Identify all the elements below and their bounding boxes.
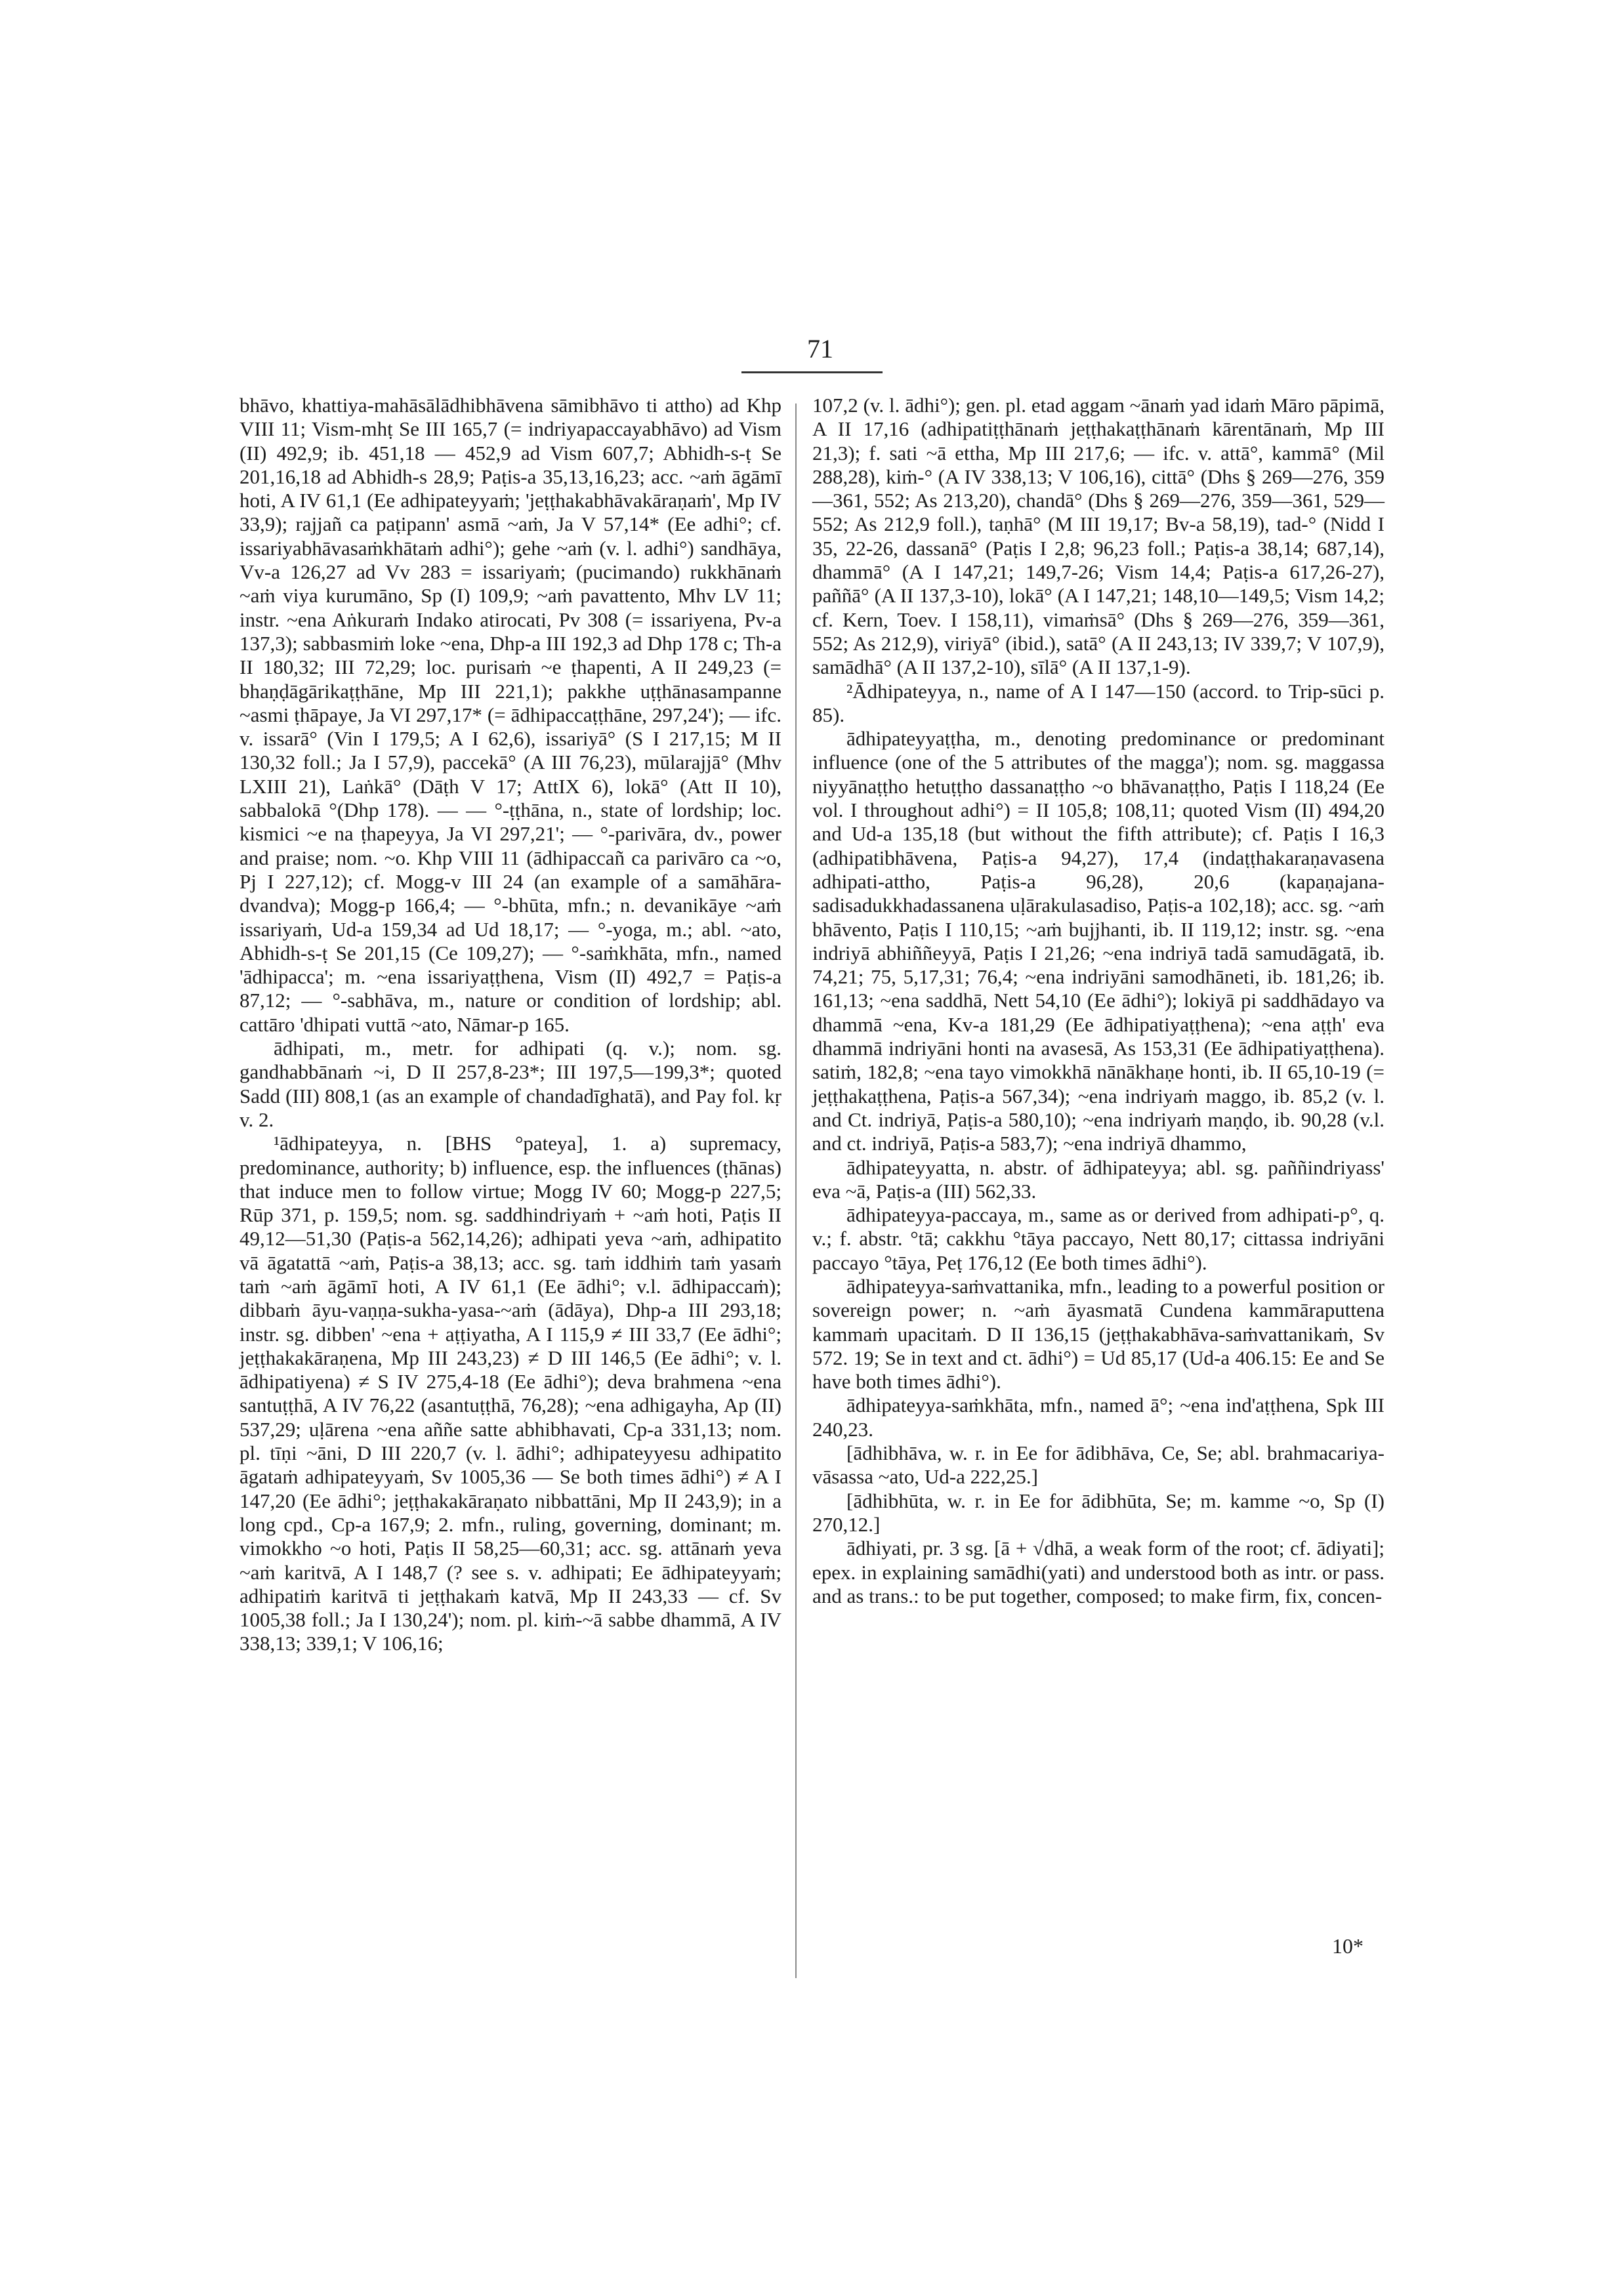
dictionary-entry-continuation: bhāvo, khattiya-mahāsālādhibhāvena sāmibhāvo ti attho) ad Khp VIII 11; Vism-mhṭ Se III 165,7 (= indriyapaccayabhāvo) ad Vism (II) 492,9; ib. 451,18 — 452,9 ad Vism 607,7; Abhidh-s-ṭ Se 201,16,18 ad Abhidh-s 28,9; Paṭis-a 35,13,16,23; acc. ~aṁ āgāmī hoti, A IV 61,1 (Ee adhipateyyaṁ; 'jeṭṭhakabhāvakāraṇaṁ', Mp IV 33,9); rajjañ ca paṭipann' asmā ~aṁ, Ja V 57,14* (Ee adhi°; cf. issariyabhāvasaṁkhātaṁ adhi°); gehe ~aṁ (v. l. adhi°) sandhāya, Vv-a 126,27 ad Vv 283 = issariyaṁ; (pucimando) rukkhānaṁ ~aṁ viya kurumāno, Sp (I) 109,9; ~aṁ pavattento, Mhv LV 11; instr. ~ena Aṅkuraṁ Indako atirocati, Pv 308 (= issariyena, Pv-a 137,3); sabbasmiṁ loke ~ena, Dhp-a III 192,3 ad Dhp 178 c; Th-a II 180,32; III 72,29; loc. purisaṁ ~e ṭhapenti, A II 249,23 (= bhaṇḍāgārikaṭṭhāne, Mp III 221,1); pakkhe uṭṭhānasampanne ~asmi ṭhāpaye, Ja VI 297,17* (= ādhipaccaṭṭhāne, 297,24'); — ifc. v. issarā° (Vin I 179,5; A I 62,6), issariyā° (S I 217,15; M II 130,32 foll.; Ja I 57,9), paccekā° (A III 76,23), mūlarajjā° (Mhv LXIII 21), Laṅkā° (Dāṭh V 17; AttIX 6), lokā° (Att II 10), sabbalokā °(Dhp 178). — — °-ṭṭhāna, n., state of lordship; loc. kismici ~e na ṭhapeyya, Ja VI 297,21'; — °-parivāra, dv., power and praise; nom. ~o. Khp VIII 11 (ādhipaccañ ca parivāro ca ~o, Pj I 227,12); cf. Mogg-v III 24 (an example of a samāhāra-dvandva); Mogg-p 166,4; — °-bhūta, mfn.; n. devanikāye ~aṁ issariyaṁ, Ud-a 159,34 ad Ud 18,17; — °-yoga, m.; abl. ~ato, Abhidh-s-ṭ Se 201,15 (Ce 109,27); — °-saṁkhāta, mfn., named 'ādhipacca'; m. ~ena issariyaṭṭhena, Vism (II) 492,7 = Paṭis-a 87,12; — °-sabhāva, m., nature or condition of lordship; abl. cattāro 'dhipati vuttā ~ato, Nāmar-p 165. [239, 394, 781, 1036]
left-column [239, 394, 781, 1656]
dictionary-entry-adhipateyyattha: ādhipateyyaṭṭha, m., denoting predominance or predominant influence (one of the 5 attributes of the magga'); nom. sg. maggassa niyyānaṭṭho hetuṭṭho dassanaṭṭho ~o bhāvanaṭṭho, Paṭis I 118,24 (Ee vol. I throughout adhi°) = II 105,8; 108,11; quoted Vism (II) 494,20 and Ud-a 135,18 (but without the fifth attribute); cf. Paṭis I 16,3 (adhipatibhāvena, Paṭis-a 94,27), 17,4 (indaṭṭhakaraṇavasena adhipati-attho, Paṭis-a 96,28), 20,6 (kapaṇajana-sadisadukkhadassanena uḷārakulasadiso, Paṭis-a 102,18); acc. sg. ~aṁ bhāvento, Paṭis I 110,15; ~aṁ bujjhanti, ib. II 119,12; instr. sg. ~ena indriyā abhiññeyyā, Paṭis I 21,26; ~ena indriyā tadā samudāgatā, ib. 74,21; 75, 5,17,31; 76,4; ~ena indriyāni samodhāneti, ib. 181,26; ib. 161,13; ~ena saddhā, Nett 54,10 (Ee ādhi°); lokiyā pi saddhādayo va dhammā ~ena, Kv-a 181,29 (Ee ādhipatiyaṭṭhena); ~ena aṭṭh' eva dhammā indriyāni honti na avasesā, As 153,31 (Ee ādhipatiyaṭṭhena). satiṁ, 182,8; ~ena tayo vimokkhā nānākhaṇe honti, ib. II 65,10-19 (= jeṭṭhakaṭṭhena, Paṭis-a 567,34); ~ena indriyaṁ maggo, ib. 85,2 (v. l. and Ct. indriyā, Paṭis-a 580,10); ~ena indriyaṁ maṇḍo, ib. 90,28 (v.l. and ct. indriyā, Paṭis-a 583,7); ~ena indriyā dhammo, [812, 727, 1385, 1155]
dictionary-entry-adhipateyya-1: ¹ādhipateyya, n. [BHS °pateya], 1. a) supremacy, predominance, authority; b) influence, esp. the influences (ṭhānas) that induce men to follow virtue; Mogg IV 60; Mogg-p 227,5; Rūp 371, p. 159,5; nom. sg. saddhindriyaṁ + ~aṁ hoti, Paṭis II 49,12—51,30 (Paṭis-a 562,14,26); adhipati yeva ~aṁ, adhipatito vā āgatattā ~aṁ, Paṭis-a 38,13; acc. sg. taṁ iddhiṁ taṁ yasaṁ taṁ ~aṁ āgāmī hoti, A IV 61,1 (Ee ādhi°; v.l. ādhipaccaṁ); dibbaṁ āyu-vaṇṇa-sukha-yasa-~aṁ (ādāya), Dhp-a III 293,18; instr. sg. dibben' ~ena + aṭṭiyatha, A I 115,9 ≠ III 33,7 (Ee ādhi°; jeṭṭhakakāraṇena, Mp III 243,23) ≠ D III 146,5 (Ee ādhi°; v. l. ādhipatiyena) ≠ S IV 275,4-18 (Ee ādhi°); deva brahmena ~ena santuṭṭhā, A IV 76,22 (asantuṭṭhā, 76,28); ~ena adhigayha, Ap (II) 537,29; uḷārena ~ena aññe satte abhibhavati, Cp-a 331,13; nom. pl. tīṇi ~āni, D III 220,7 (v. l. ādhi°; adhipateyyesu adhipatito āgataṁ adhipateyyaṁ, Sv 1005,36 — Se both times ādhi°) ≠ A I 147,20 (Ee ādhi°; jeṭṭhakakāraṇato nibbattāni, Mp II 243,9); in a long cpd., Cp-a 167,9; 2. mfn., ruling, governing, dominant; m. vimokkho ~o hoti, Paṭis II 58,25—60,31; acc. sg. attānaṁ yeva ~aṁ karitvā, A I 148,7 (? see s. v. adhipati; Ee ādhipateyyaṁ; adhipatiṁ karitvā ti jeṭṭhakaṁ katvā, Mp II 243,33 — cf. Sv 1005,38 foll.; Ja I 130,24'); nom. pl. kiṁ-~ā sabbe dhammā, A IV 338,13; 339,1; V 106,16; [239, 1132, 781, 1655]
folio-signature: 10* [1332, 1934, 1364, 1958]
dictionary-entry-adhipateyya-paccaya: ādhipateyya-paccaya, m., same as or derived from adhipati-p°, q. v.; f. abstr. °tā; cakkhu °tāya paccayo, Nett 80,17; cittassa indriyāni paccayo °tāya, Peṭ 176,12 (Ee both times ādhi°). [812, 1203, 1385, 1274]
page-number: 71 [807, 334, 833, 363]
dictionary-entry-adhipateyya-samkhata: ādhipateyya-saṁkhāta, mfn., named ā°; ~ena ind'aṭṭhena, Spk III 240,23. [812, 1394, 1385, 1441]
right-column [812, 394, 1385, 1608]
dictionary-entry-adhipateyya-2: ²Ādhipateyya, n., name of A I 147—150 (accord. to Trip-sūci p. 85). [812, 679, 1385, 726]
dictionary-entry-adhibhuta: [ādhibhūta, w. r. in Ee for ādibhūta, Se; m. kamme ~o, Sp (I) 270,12.] [812, 1489, 1385, 1536]
dictionary-entry-adhiyati: ādhiyati, pr. 3 sg. [ā + √dhā, a weak form of the root; cf. ādiyati]; epex. in explaining samādhi(yati) and understood both as intr. or pass. and as trans.: to be put together, composed; to make firm, fix, concen- [812, 1537, 1385, 1607]
column-divider [795, 403, 797, 1978]
dictionary-entry-adhibhava: [ādhibhāva, w. r. in Ee for ādibhāva, Ce, Se; abl. brahmacariya-vāsassa ~ato, Ud-a 222,25.] [812, 1441, 1385, 1489]
dictionary-entry-adhipateyyatta: ādhipateyyatta, n. abstr. of ādhipateyya; abl. sg. paññindriyass' eva ~ā, Paṭis-a (III) 562,33. [812, 1155, 1385, 1203]
dictionary-entry-adhipateyya-samvattanika: ādhipateyya-saṁvattanika, mfn., leading to a powerful position or sovereign power; n. ~aṁ āyasmatā Cundena kammāraputtena kammaṁ upacitaṁ. D II 136,15 (jeṭṭhakabhāva-saṁvattanikaṁ, Sv 572. 19; Se in text and ct. ādhi°) = Ud 85,17 (Ud-a 406.15: Ee and Se have both times ādhi°). [812, 1274, 1385, 1394]
page-number-rule [741, 371, 883, 373]
dictionary-entry-adhipati: ādhipati, m., metr. for adhipati (q. v.); nom. sg. gandhabbānaṁ ~i, D II 257,8-23*; III 197,5—199,3*; quoted Sadd (III) 808,1 (as an example of chandadīghatā), and Pay fol. kṛ v. 2. [239, 1037, 781, 1131]
dictionary-entry-continuation-right: 107,2 (v. l. ādhi°); gen. pl. etad aggam ~ānaṁ yad idaṁ Māro pāpimā, A II 17,16 (adhipatiṭṭhānaṁ jeṭṭhakaṭṭhānaṁ kārentānaṁ, Mp III 21,3); f. sati ~ā ettha, Mp III 217,6; — ifc. v. attā°, kammā° (Mil 288,28), kiṁ-° (A IV 338,13; V 106,16), cittā° (Dhs § 269—276, 359—361, 552; As 213,20), chandā° (Dhs § 269—276, 359—361, 529—552; As 212,9 foll.), taṇhā° (M III 19,17; Bv-a 58,19), tad-° (Nidd I 35, 22-26, dassanā° (Paṭis I 2,8; 96,23 foll.; Paṭis-a 38,14; 687,14), dhammā° (A I 147,21; 149,7-26; Vism 14,4; Paṭis-a 617,26-27), paññā° (A II 137,3-10), lokā° (A I 147,21; 148,10—149,5; Vism 14,2; cf. Kern, Toev. I 158,11), vimaṁsā° (Dhs § 269—276, 359—361, 552; As 212,9), viriyā° (ibid.), satā° (A II 243,13; IV 339,7; V 107,9), samādhā° (A II 137,2-10), sīlā° (A II 137,1-9). [812, 394, 1385, 679]
